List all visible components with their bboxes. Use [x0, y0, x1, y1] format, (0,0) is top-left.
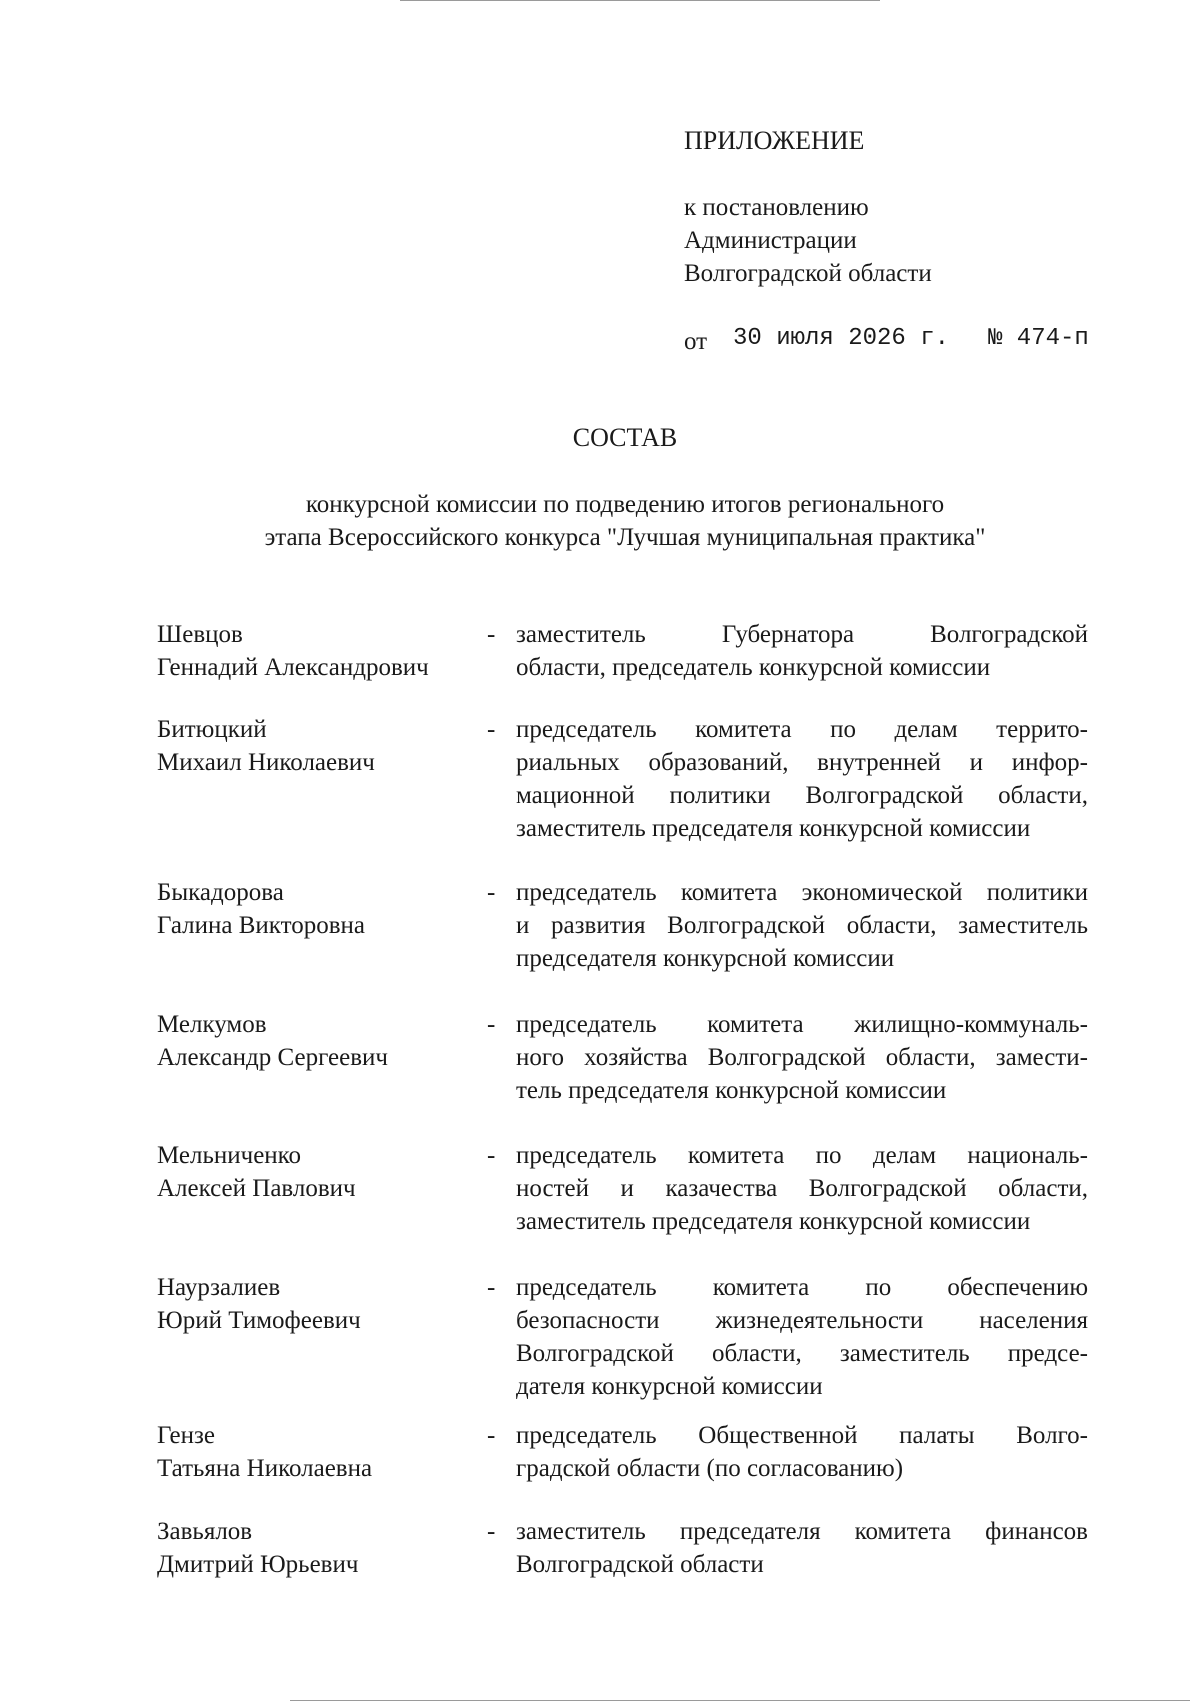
- position-line: безопасности жизнедеятельности населения: [516, 1307, 1088, 1334]
- separator-dash: -: [487, 1422, 496, 1449]
- member-surname: Битюцкий: [157, 716, 267, 743]
- position-line: и развития Волгоградской области, заместитель: [516, 912, 1088, 939]
- separator-dash: -: [487, 1518, 496, 1545]
- appendix-to-line-2: Администрации: [684, 227, 857, 254]
- member-given-name: Геннадий Александрович: [157, 654, 429, 681]
- position-line: ного хозяйства Волгоградской области, замести-: [516, 1044, 1088, 1071]
- position-line: дателя конкурсной комиссии: [516, 1373, 823, 1400]
- position-line: председатель комитета жилищно-коммуналь-: [516, 1011, 1088, 1038]
- position-line: Волгоградской области, заместитель предсе-: [516, 1340, 1088, 1367]
- member-name: [157, 1515, 358, 1581]
- member-surname: Мелкумов: [157, 1011, 267, 1038]
- member-name: [157, 1271, 361, 1337]
- position-line: Волгоградской области: [516, 1551, 764, 1578]
- position-line: председатель комитета по делам националь-: [516, 1142, 1088, 1169]
- position-line: тель председателя конкурсной комиссии: [516, 1077, 947, 1104]
- position-line: заместитель председателя комитета финансов: [516, 1518, 1088, 1545]
- document-subtitle-line-1: конкурсной комиссии по подведению итогов регионального: [305, 491, 945, 518]
- appendix-number: № 474-п: [988, 325, 1089, 352]
- member-given-name: Михаил Николаевич: [157, 749, 375, 776]
- appendix-from-prefix: от: [684, 328, 708, 355]
- appendix-to-line-1: к постановлению: [684, 194, 869, 221]
- member-surname: Завьялов: [157, 1518, 253, 1545]
- member-surname: Наурзалиев: [157, 1274, 281, 1301]
- appendix-to-line-3: Волгоградской области: [684, 260, 932, 287]
- member-surname: Гензе: [157, 1422, 215, 1449]
- separator-dash: -: [487, 716, 496, 743]
- member-position: [516, 1271, 1088, 1403]
- member-given-name: Алексей Павлович: [157, 1175, 356, 1202]
- member-position: [516, 1419, 1088, 1485]
- position-line: градской области (по согласованию): [516, 1455, 904, 1482]
- position-line: заместитель председателя конкурсной комиссии: [516, 815, 1031, 842]
- member-name: [157, 1419, 372, 1485]
- member-surname: Мельниченко: [157, 1142, 302, 1169]
- position-line: председатель Общественной палаты Волго-: [516, 1422, 1088, 1449]
- member-position: [516, 876, 1088, 975]
- separator-dash: -: [487, 879, 496, 906]
- member-given-name: Юрий Тимофеевич: [157, 1307, 361, 1334]
- member-given-name: Татьяна Николаевна: [157, 1455, 373, 1482]
- member-name: [157, 618, 429, 684]
- member-position: [516, 1139, 1088, 1238]
- member-position: [516, 1515, 1088, 1581]
- position-line: мационной политики Волгоградской области,: [516, 782, 1088, 809]
- member-given-name: Галина Викторовна: [157, 912, 365, 939]
- separator-dash: -: [487, 621, 496, 648]
- member-name: [157, 876, 365, 942]
- member-position: [516, 1008, 1088, 1107]
- member-position: [516, 713, 1088, 845]
- appendix-heading: ПРИЛОЖЕНИЕ: [684, 126, 865, 155]
- member-position: [516, 618, 1088, 684]
- position-line: председатель комитета по обеспечению: [516, 1274, 1088, 1301]
- separator-dash: -: [487, 1274, 496, 1301]
- member-name: [157, 713, 375, 779]
- separator-dash: -: [487, 1011, 496, 1038]
- member-given-name: Александр Сергеевич: [157, 1044, 388, 1071]
- document-subtitle-line-2: этапа Всероссийского конкурса "Лучшая муниципальная практика": [264, 524, 986, 551]
- position-line: заместитель Губернатора Волгоградской: [516, 621, 1088, 648]
- member-surname: Шевцов: [157, 621, 243, 648]
- document-title: СОСТАВ: [572, 423, 678, 452]
- position-line: области, председатель конкурсной комиссии: [516, 654, 991, 681]
- position-line: председатель комитета экономической политики: [516, 879, 1088, 906]
- position-line: председатель комитета по делам террито-: [516, 716, 1088, 743]
- member-surname: Быкадорова: [157, 879, 284, 906]
- appendix-date: 30 июля 2026 г.: [733, 325, 950, 352]
- position-line: председателя конкурсной комиссии: [516, 945, 895, 972]
- position-line: риальных образований, внутренней и инфор-: [516, 749, 1088, 776]
- member-name: [157, 1139, 356, 1205]
- separator-dash: -: [487, 1142, 496, 1169]
- member-name: [157, 1008, 388, 1074]
- position-line: заместитель председателя конкурсной комиссии: [516, 1208, 1031, 1235]
- position-line: ностей и казачества Волгоградской области,: [516, 1175, 1088, 1202]
- member-given-name: Дмитрий Юрьевич: [157, 1551, 359, 1578]
- scan-artifact-top: [400, 0, 880, 1]
- scan-artifact-bottom: [290, 1700, 1190, 1701]
